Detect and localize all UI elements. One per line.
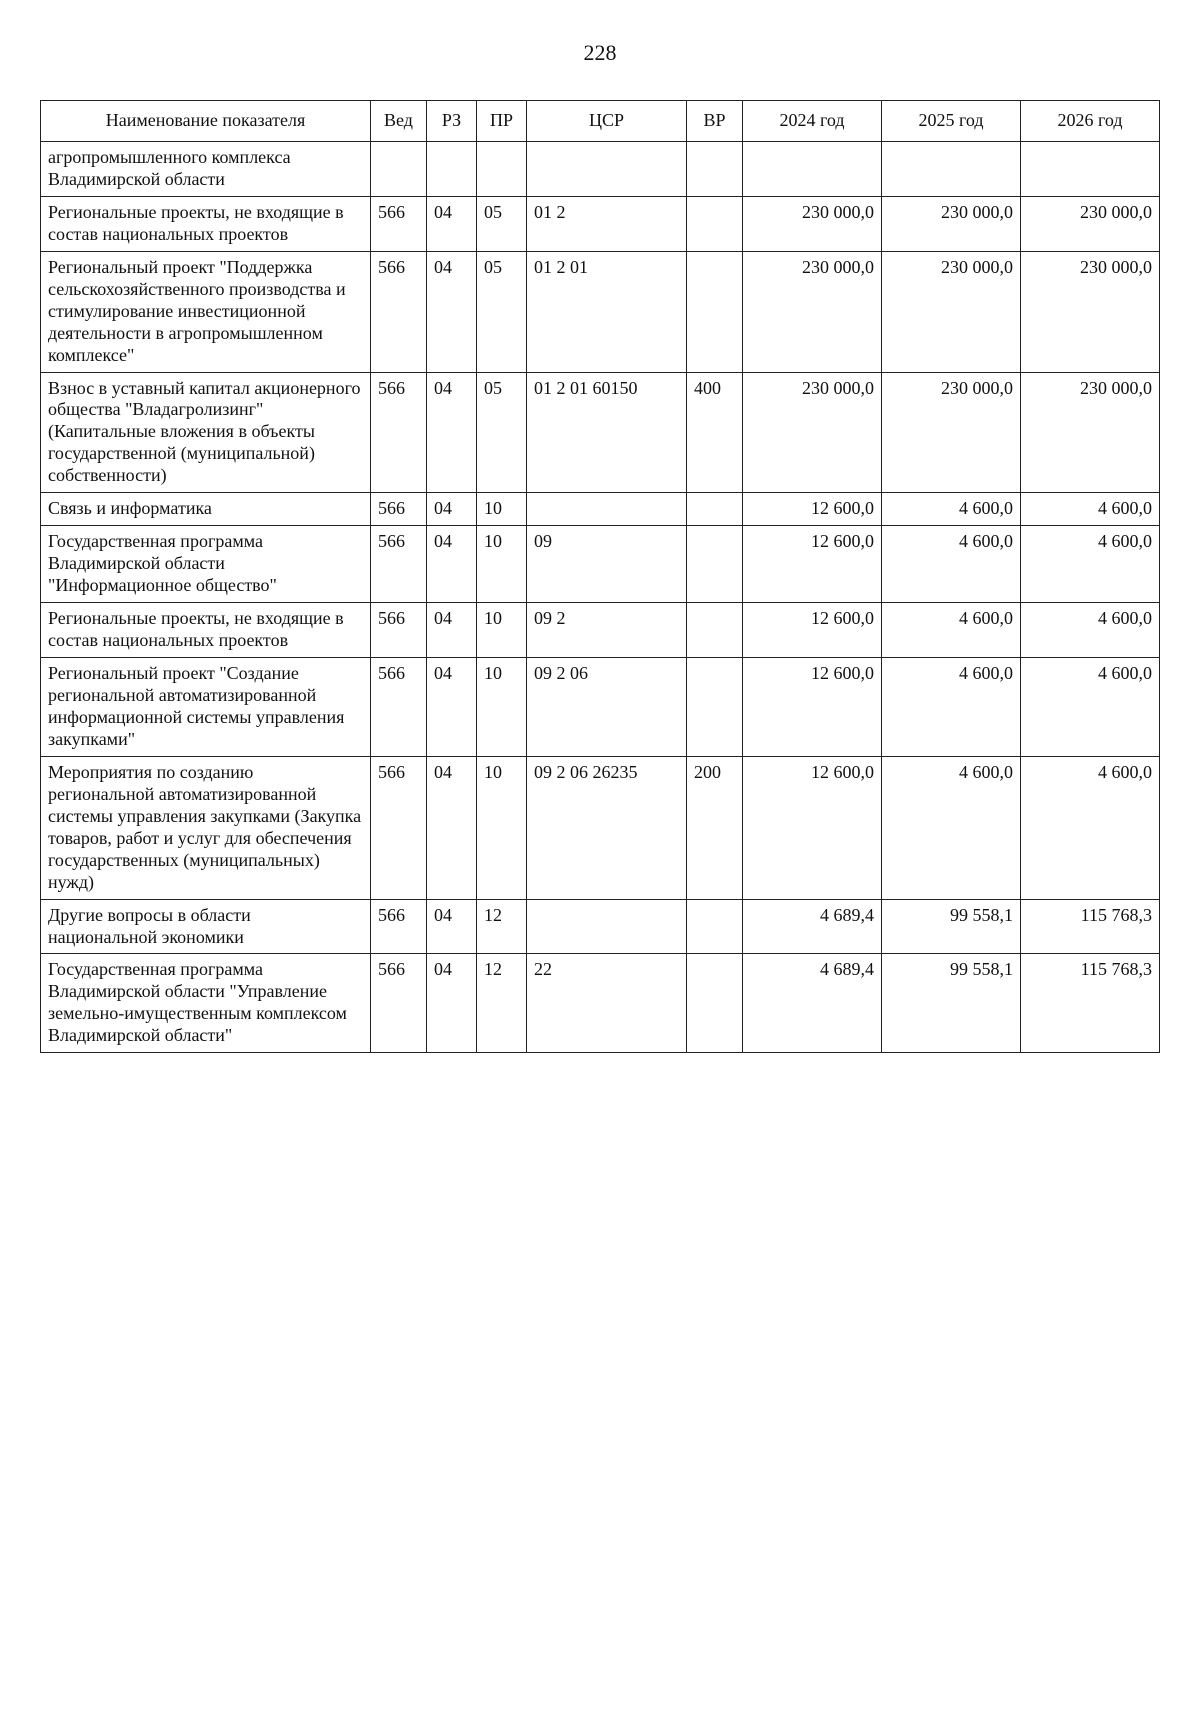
cell-rz xyxy=(427,141,477,196)
cell-csr: 22 xyxy=(527,954,687,1053)
table-row xyxy=(41,756,1160,899)
cell-pr xyxy=(477,141,527,196)
cell-vr: 200 xyxy=(687,756,743,899)
cell-name: Другие вопросы в области национальной экономики xyxy=(41,899,371,954)
cell-vr xyxy=(687,196,743,251)
cell-2024: 230 000,0 xyxy=(743,196,882,251)
table-row xyxy=(41,658,1160,757)
cell-ved: 566 xyxy=(371,954,427,1053)
cell-pr: 10 xyxy=(477,526,527,603)
cell-csr: 09 2 06 xyxy=(527,658,687,757)
header-row xyxy=(41,101,1160,142)
cell-vr: 400 xyxy=(687,372,743,493)
cell-csr: 01 2 xyxy=(527,196,687,251)
cell-ved: 566 xyxy=(371,372,427,493)
cell-2024 xyxy=(743,141,882,196)
table-row xyxy=(41,603,1160,658)
cell-2026: 4 600,0 xyxy=(1021,493,1160,526)
cell-name: Связь и информатика xyxy=(41,493,371,526)
cell-pr: 10 xyxy=(477,603,527,658)
cell-rz: 04 xyxy=(427,756,477,899)
cell-name: Мероприятия по созданию региональной автоматизированной системы управления закупками (Закупка товаров, работ и услуг для обеспечения государственных (муниципальных) нужд) xyxy=(41,756,371,899)
cell-2024: 230 000,0 xyxy=(743,251,882,372)
header-2024: 2024 год xyxy=(743,101,882,142)
cell-pr: 05 xyxy=(477,251,527,372)
cell-name: Региональные проекты, не входящие в состав национальных проектов xyxy=(41,196,371,251)
cell-vr xyxy=(687,954,743,1053)
cell-2024: 4 689,4 xyxy=(743,954,882,1053)
header-rz: РЗ xyxy=(427,101,477,142)
cell-vr xyxy=(687,251,743,372)
cell-ved: 566 xyxy=(371,196,427,251)
cell-2025: 230 000,0 xyxy=(882,251,1021,372)
budget-table xyxy=(40,100,1160,1053)
cell-csr xyxy=(527,899,687,954)
table-header xyxy=(41,101,1160,142)
header-name: Наименование показателя xyxy=(41,101,371,142)
table-row xyxy=(41,372,1160,493)
cell-pr: 12 xyxy=(477,899,527,954)
cell-csr: 01 2 01 xyxy=(527,251,687,372)
cell-csr: 09 2 06 26235 xyxy=(527,756,687,899)
table-row xyxy=(41,954,1160,1053)
cell-2026: 4 600,0 xyxy=(1021,526,1160,603)
cell-csr: 01 2 01 60150 xyxy=(527,372,687,493)
cell-rz: 04 xyxy=(427,196,477,251)
cell-2026: 4 600,0 xyxy=(1021,603,1160,658)
cell-ved: 566 xyxy=(371,526,427,603)
cell-2026 xyxy=(1021,141,1160,196)
cell-2026: 4 600,0 xyxy=(1021,658,1160,757)
table-row xyxy=(41,251,1160,372)
page-number: 228 xyxy=(583,40,617,65)
cell-2026: 230 000,0 xyxy=(1021,372,1160,493)
cell-ved: 566 xyxy=(371,899,427,954)
cell-2025: 99 558,1 xyxy=(882,899,1021,954)
cell-name: Взнос в уставный капитал акционерного общества "Владагролизинг" (Капитальные вложения в объекты государственной (муниципальной) собственности) xyxy=(41,372,371,493)
cell-2026: 230 000,0 xyxy=(1021,251,1160,372)
cell-2024: 12 600,0 xyxy=(743,603,882,658)
cell-csr: 09 2 xyxy=(527,603,687,658)
cell-ved xyxy=(371,141,427,196)
cell-rz: 04 xyxy=(427,493,477,526)
cell-csr xyxy=(527,141,687,196)
cell-2025: 230 000,0 xyxy=(882,196,1021,251)
cell-csr: 09 xyxy=(527,526,687,603)
cell-2025: 4 600,0 xyxy=(882,603,1021,658)
cell-ved: 566 xyxy=(371,251,427,372)
cell-vr xyxy=(687,141,743,196)
cell-2025: 4 600,0 xyxy=(882,658,1021,757)
header-ved: Вед xyxy=(371,101,427,142)
cell-ved: 566 xyxy=(371,658,427,757)
cell-2024: 12 600,0 xyxy=(743,526,882,603)
cell-2025: 4 600,0 xyxy=(882,756,1021,899)
cell-csr xyxy=(527,493,687,526)
table-row xyxy=(41,196,1160,251)
cell-2024: 12 600,0 xyxy=(743,493,882,526)
cell-vr xyxy=(687,526,743,603)
cell-2024: 12 600,0 xyxy=(743,756,882,899)
cell-rz: 04 xyxy=(427,954,477,1053)
cell-vr xyxy=(687,603,743,658)
cell-name: Региональный проект "Поддержка сельскохозяйственного производства и стимулирование инвестиционной деятельности в агропромышленном комплексе" xyxy=(41,251,371,372)
header-vr: ВР xyxy=(687,101,743,142)
cell-pr: 05 xyxy=(477,372,527,493)
header-2026: 2026 год xyxy=(1021,101,1160,142)
cell-2026: 230 000,0 xyxy=(1021,196,1160,251)
table-row xyxy=(41,899,1160,954)
table-body xyxy=(41,141,1160,1052)
cell-2024: 230 000,0 xyxy=(743,372,882,493)
cell-name: агропромышленного комплекса Владимирской области xyxy=(41,141,371,196)
cell-rz: 04 xyxy=(427,603,477,658)
cell-2026: 4 600,0 xyxy=(1021,756,1160,899)
table-row xyxy=(41,493,1160,526)
header-pr: ПР xyxy=(477,101,527,142)
cell-2024: 4 689,4 xyxy=(743,899,882,954)
cell-name: Региональный проект "Создание региональной автоматизированной информационной системы управления закупками" xyxy=(41,658,371,757)
cell-2024: 12 600,0 xyxy=(743,658,882,757)
cell-name: Государственная программа Владимирской области "Управление земельно-имущественным комплексом Владимирской области" xyxy=(41,954,371,1053)
table-row xyxy=(41,141,1160,196)
table-row xyxy=(41,526,1160,603)
cell-pr: 05 xyxy=(477,196,527,251)
cell-2026: 115 768,3 xyxy=(1021,899,1160,954)
header-2025: 2025 год xyxy=(882,101,1021,142)
header-csr: ЦСР xyxy=(527,101,687,142)
cell-pr: 10 xyxy=(477,756,527,899)
cell-pr: 10 xyxy=(477,493,527,526)
cell-rz: 04 xyxy=(427,899,477,954)
cell-rz: 04 xyxy=(427,372,477,493)
cell-2025: 4 600,0 xyxy=(882,526,1021,603)
cell-name: Региональные проекты, не входящие в состав национальных проектов xyxy=(41,603,371,658)
cell-rz: 04 xyxy=(427,251,477,372)
cell-ved: 566 xyxy=(371,756,427,899)
cell-2025: 4 600,0 xyxy=(882,493,1021,526)
cell-ved: 566 xyxy=(371,493,427,526)
cell-2026: 115 768,3 xyxy=(1021,954,1160,1053)
cell-vr xyxy=(687,493,743,526)
cell-rz: 04 xyxy=(427,658,477,757)
cell-2025 xyxy=(882,141,1021,196)
cell-name: Государственная программа Владимирской области "Информационное общество" xyxy=(41,526,371,603)
cell-rz: 04 xyxy=(427,526,477,603)
cell-vr xyxy=(687,658,743,757)
cell-ved: 566 xyxy=(371,603,427,658)
cell-vr xyxy=(687,899,743,954)
cell-pr: 10 xyxy=(477,658,527,757)
cell-2025: 99 558,1 xyxy=(882,954,1021,1053)
cell-pr: 12 xyxy=(477,954,527,1053)
cell-2025: 230 000,0 xyxy=(882,372,1021,493)
